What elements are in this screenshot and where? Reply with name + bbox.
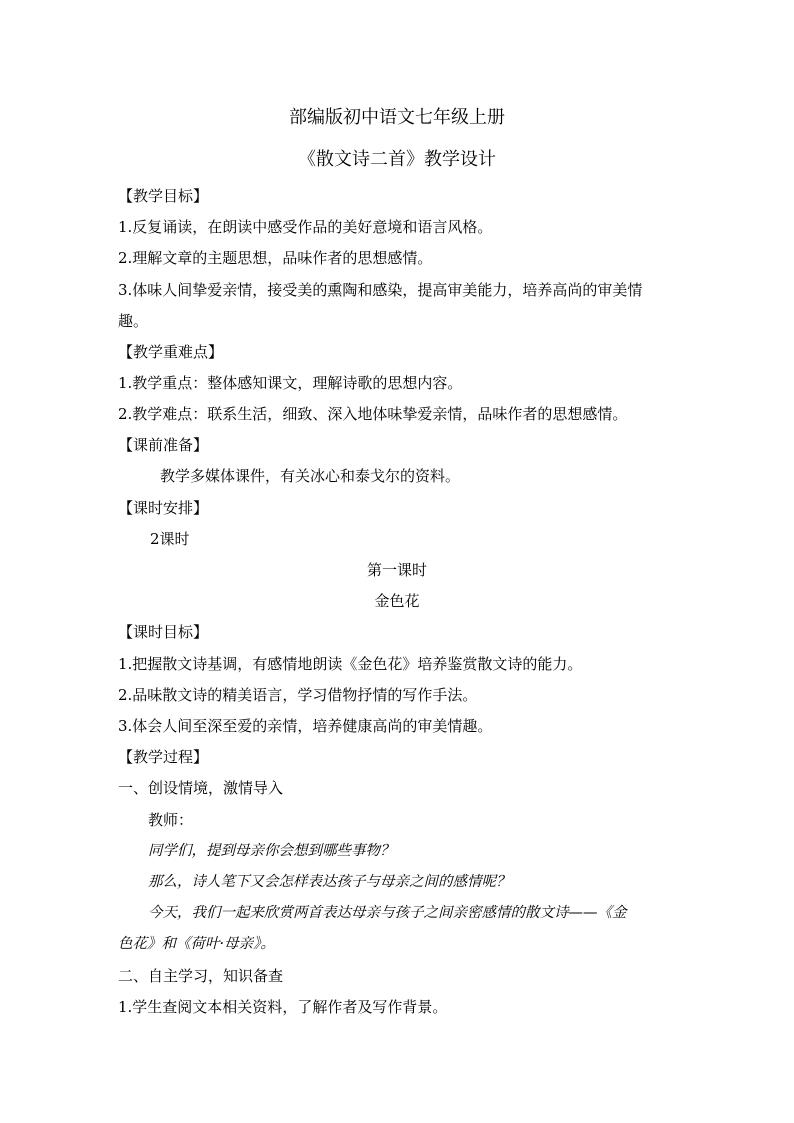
document-title-line2: 《散文诗二首》教学设计 <box>298 149 496 170</box>
objective-item-3-line2: 趣。 <box>118 312 149 330</box>
section-heading-preparation: 【课前准备】 <box>118 436 209 454</box>
teacher-line-2: 那么，诗人笔下又会怎样表达孩子与母亲之间的感情呢？ <box>148 874 511 890</box>
lesson-objective-item-1: 1.把握散文诗基调，有感情地朗读《金色花》培养鉴赏散文诗的能力。 <box>118 655 583 673</box>
process-step-1-heading: 一、创设情境，激情导入 <box>118 779 284 797</box>
objective-item-2: 2.理解文章的主题思想，品味作者的思想感情。 <box>118 249 433 267</box>
teacher-line-3-part2: 色花》和《荷叶·母亲》。 <box>118 936 275 952</box>
process-step-2-heading: 二、自主学习，知识备查 <box>118 967 284 985</box>
section-heading-schedule: 【课时安排】 <box>118 499 209 517</box>
section-heading-lesson-objectives: 【课时目标】 <box>118 623 209 641</box>
key-point-item-1: 1.教学重点：整体感知课文，理解诗歌的思想内容。 <box>118 374 463 392</box>
teacher-line-3-part1: 今天，我们一起来欣赏两首表达母亲与孩子之间亲密感情的散文诗——《金 <box>148 905 627 921</box>
section-heading-key-points: 【教学重难点】 <box>118 343 224 361</box>
document-title-line1: 部编版初中语文七年级上册 <box>289 107 505 128</box>
teacher-line-1: 同学们，提到母亲你会想到哪些事物？ <box>148 843 395 859</box>
lesson-objective-item-3: 3.体会人间至深至爱的亲情，培养健康高尚的审美情趣。 <box>118 717 493 735</box>
section-heading-objectives: 【教学目标】 <box>118 187 209 205</box>
objective-item-3-line1: 3.体味人间挚爱亲情，接受美的熏陶和感染，提高审美能力，培养高尚的审美情 <box>118 281 643 299</box>
schedule-text: 2课时 <box>150 530 190 548</box>
process-step-2-item-1: 1.学生查阅文本相关资料，了解作者及写作背景。 <box>118 998 448 1016</box>
section-heading-process: 【教学过程】 <box>118 748 209 766</box>
lesson-subtitle: 金色花 <box>374 592 420 610</box>
lesson-title: 第一课时 <box>366 561 427 579</box>
key-point-item-2: 2.教学难点：联系生活，细致、深入地体味挚爱亲情，品味作者的思想感情。 <box>118 405 628 423</box>
objective-item-1: 1.反复诵读，在朗读中感受作品的美好意境和语言风格。 <box>118 218 493 236</box>
lesson-objective-item-2: 2.品味散文诗的精美语言，学习借物抒情的写作手法。 <box>118 686 478 704</box>
teacher-label: 教师： <box>148 811 194 829</box>
preparation-text: 教学多媒体课件，有关冰心和泰戈尔的资料。 <box>160 467 461 485</box>
